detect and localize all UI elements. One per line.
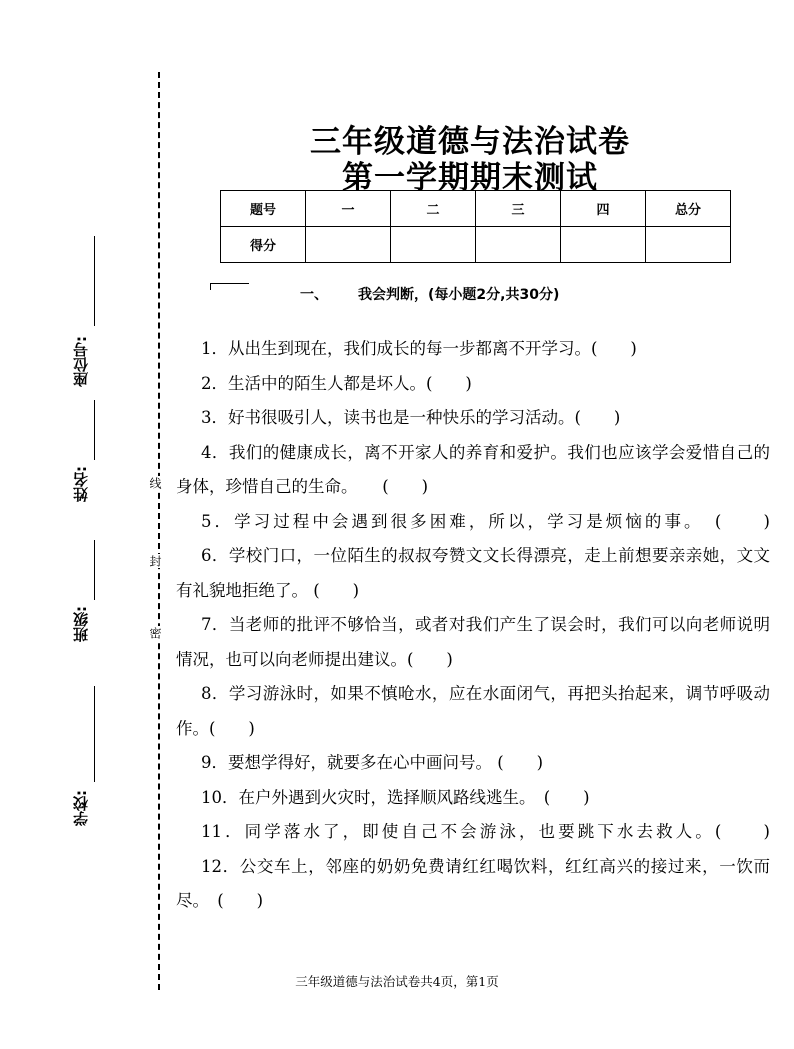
score-cell[interactable] bbox=[561, 227, 646, 263]
question-item: 2．生活中的陌生人都是坏人。( ) bbox=[201, 373, 472, 393]
score-header-cell: 题号 bbox=[221, 191, 306, 227]
question-item: 3．好书很吸引人，读书也是一种快乐的学习活动。( ) bbox=[201, 408, 621, 427]
question-item: 6．学校门口，一位陌生的叔叔夸赞文文长得漂亮，走上前想要亲亲她，文文有礼貌地拒绝了。 ( ) bbox=[176, 546, 770, 600]
class-label: 班级: bbox=[72, 606, 90, 642]
score-header-cell: 三 bbox=[476, 191, 561, 227]
score-cell[interactable] bbox=[476, 227, 561, 263]
score-table bbox=[220, 190, 731, 263]
section-heading bbox=[300, 284, 559, 304]
score-table-header-row bbox=[221, 191, 731, 227]
school-label: 学校: bbox=[72, 790, 90, 826]
name-line[interactable] bbox=[94, 400, 95, 460]
score-row-label: 得分 bbox=[221, 227, 306, 263]
question-item: 1．从出生到现在，我们成长的每一步都离不开学习。( ) bbox=[201, 339, 637, 358]
section-title: 我会判断，(每小题2分,共30分) bbox=[358, 287, 560, 303]
seat-number-label: 座位号: bbox=[72, 336, 90, 387]
question-list bbox=[176, 332, 770, 919]
score-cell-total[interactable] bbox=[646, 227, 731, 263]
question-item: 12．公交车上，邻座的奶奶免费请红红喝饮料，红红高兴的接过来，一饮而尽。 ( ) bbox=[176, 856, 770, 910]
question-item: 8．学习游泳时，如果不慎呛水，应在水面闭气，再把头抬起来，调节呼吸动作。( ) bbox=[176, 684, 770, 738]
section-number: 一、 bbox=[300, 287, 328, 303]
seat-number-field[interactable] bbox=[70, 236, 100, 396]
score-header-cell: 二 bbox=[391, 191, 476, 227]
score-cell[interactable] bbox=[306, 227, 391, 263]
question-item: 11．同学落水了，即使自己不会游泳，也要跳下水去救人。( ) bbox=[201, 822, 770, 841]
page-footer: 三年级道德与法治试卷共4页，第1页 bbox=[295, 974, 499, 989]
question-item: 7．当老师的批评不够恰当，或者对我们产生了误会时，我们可以向老师说明情况，也可以向老师提出建议。( ) bbox=[176, 615, 770, 669]
question-item: 4．我们的健康成长，离不开家人的养育和爱护。我们也应该学会爱惜自己的身体，珍惜自己的生命。 ( ) bbox=[176, 442, 770, 496]
score-header-cell: 四 bbox=[561, 191, 646, 227]
score-header-cell: 一 bbox=[306, 191, 391, 227]
seat-number-line[interactable] bbox=[94, 236, 95, 326]
class-line[interactable] bbox=[94, 540, 95, 600]
binding-mark-feng: 封 bbox=[148, 555, 162, 567]
school-line[interactable] bbox=[94, 686, 95, 782]
binding-dashed-line bbox=[158, 72, 160, 990]
grader-corner-mark bbox=[210, 283, 249, 290]
binding-mark-mi: 密 bbox=[148, 627, 162, 639]
question-item: 5．学习过程中会遇到很多困难，所以，学习是烦恼的事。 ( ) bbox=[201, 511, 770, 531]
exam-subtitle: 第一学期期末测试 bbox=[342, 160, 598, 196]
name-label: 姓名: bbox=[72, 466, 90, 502]
score-table-score-row bbox=[221, 227, 731, 263]
score-cell[interactable] bbox=[391, 227, 476, 263]
name-field[interactable] bbox=[70, 400, 100, 520]
question-item: 10．在户外遇到火灾时，选择顺风路线逃生。 ( ) bbox=[201, 787, 590, 807]
exam-title: 三年级道德与法治试卷 bbox=[310, 124, 630, 160]
question-item: 9．要想学得好，就要多在心中画问号。 ( ) bbox=[201, 753, 544, 772]
score-header-cell: 总分 bbox=[646, 191, 731, 227]
school-field[interactable] bbox=[70, 686, 100, 846]
binding-mark-xian: 线 bbox=[148, 477, 162, 489]
class-field[interactable] bbox=[70, 540, 100, 660]
